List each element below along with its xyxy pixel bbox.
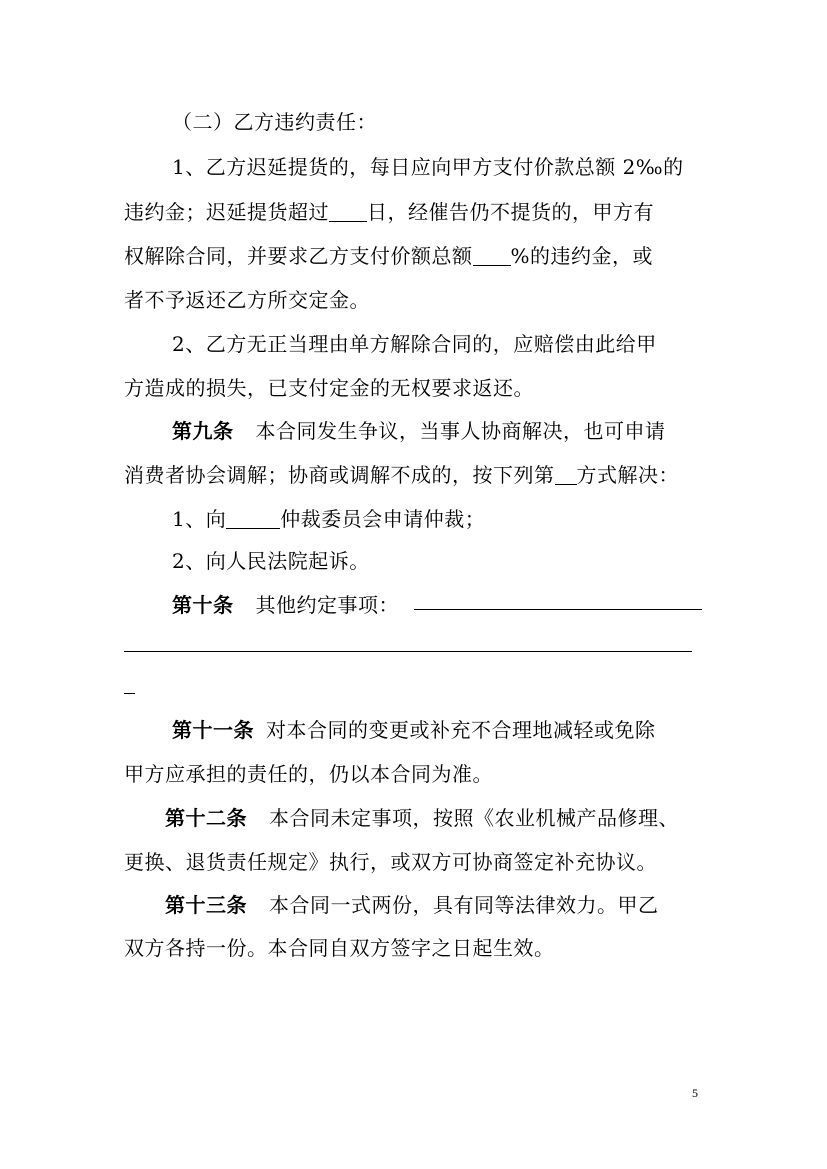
text-fragment: 仲裁委员会申请仲裁； <box>280 507 486 531</box>
article-12-label: 第十二条 <box>165 806 247 830</box>
article-11-line <box>172 718 752 742</box>
text-fragment: 本合同一式两份，具有同等法律效力。甲乙 <box>269 893 659 917</box>
text-fragment: 本合同未定事项，按照《农业机械产品修理、 <box>269 806 679 830</box>
article-9-label: 第九条 <box>172 419 234 443</box>
blank-line-other-matters[interactable] <box>414 609 702 610</box>
paragraph-line: 双方各持一份。本合同自双方签字之日起生效。 <box>124 936 555 960</box>
text-fragment: 日，经催告仍不提货的，甲方有 <box>367 200 654 224</box>
text-segment <box>124 244 653 268</box>
text-fragment: 1、向 <box>172 507 227 531</box>
paragraph-line: 者不予返还乙方所交定金。 <box>124 288 370 312</box>
text-fragment: 本合同发生争议，当事人协商解决，也可申请 <box>255 419 666 443</box>
paragraph-line: 甲方应承担的责任的，仍以本合同为准。 <box>124 762 493 786</box>
text-fragment: 违约金；迟延提货超过 <box>124 200 329 224</box>
paragraph-line <box>124 244 702 268</box>
paragraph-line <box>172 332 700 356</box>
article-12-line <box>165 806 745 830</box>
text-fragment: 方式解决： <box>576 463 679 487</box>
article-11-label: 第十一条 <box>172 718 254 742</box>
paragraph-line <box>124 200 702 224</box>
article-13-label: 第十三条 <box>165 893 247 917</box>
blank-field-days[interactable] <box>329 201 367 222</box>
text-segment <box>124 200 654 224</box>
paragraph-line: 2、向人民法院起诉。 <box>172 549 370 573</box>
article-10-line <box>172 593 752 617</box>
paragraph-line: 方造成的损失，已支付定金的无权要求返还。 <box>124 376 534 400</box>
text-fragment: 其他约定事项： <box>255 593 399 617</box>
blank-line-other-matters[interactable] <box>124 651 692 652</box>
page-number: 5 <box>692 1086 698 1100</box>
text-segment: 2、乙方无正当理由单方解除合同的，应赔偿由此给甲 <box>172 332 657 356</box>
text-fragment: 消费者协会调解；协商或调解不成的，按下列第 <box>124 463 555 487</box>
text-segment: 1、乙方迟延提货的，每日应向甲方支付价款总额 2‰的 <box>172 155 684 179</box>
article-9-line <box>172 419 752 443</box>
paragraph-line: 更换、退货责任规定》执行，或双方可协商签定补充协议。 <box>124 850 657 874</box>
paragraph-line <box>172 507 752 531</box>
paragraph-line <box>124 463 704 487</box>
article-13-line <box>165 893 745 917</box>
section-title-party-b-liability: （二）乙方违约责任： <box>172 110 377 134</box>
text-fragment: 权解除合同，并要求乙方支付价额总额 <box>124 244 473 268</box>
blank-line-fragment <box>124 693 135 694</box>
paragraph-line <box>172 155 700 179</box>
text-fragment: %的违约金，或 <box>510 244 654 268</box>
blank-field-percent[interactable] <box>473 245 511 266</box>
blank-field-arbitration-commission[interactable] <box>226 508 280 529</box>
blank-field-option[interactable] <box>555 464 577 485</box>
text-fragment: 对本合同的变更或补充不合理地减轻或免除 <box>266 718 656 742</box>
article-10-label: 第十条 <box>172 593 234 617</box>
